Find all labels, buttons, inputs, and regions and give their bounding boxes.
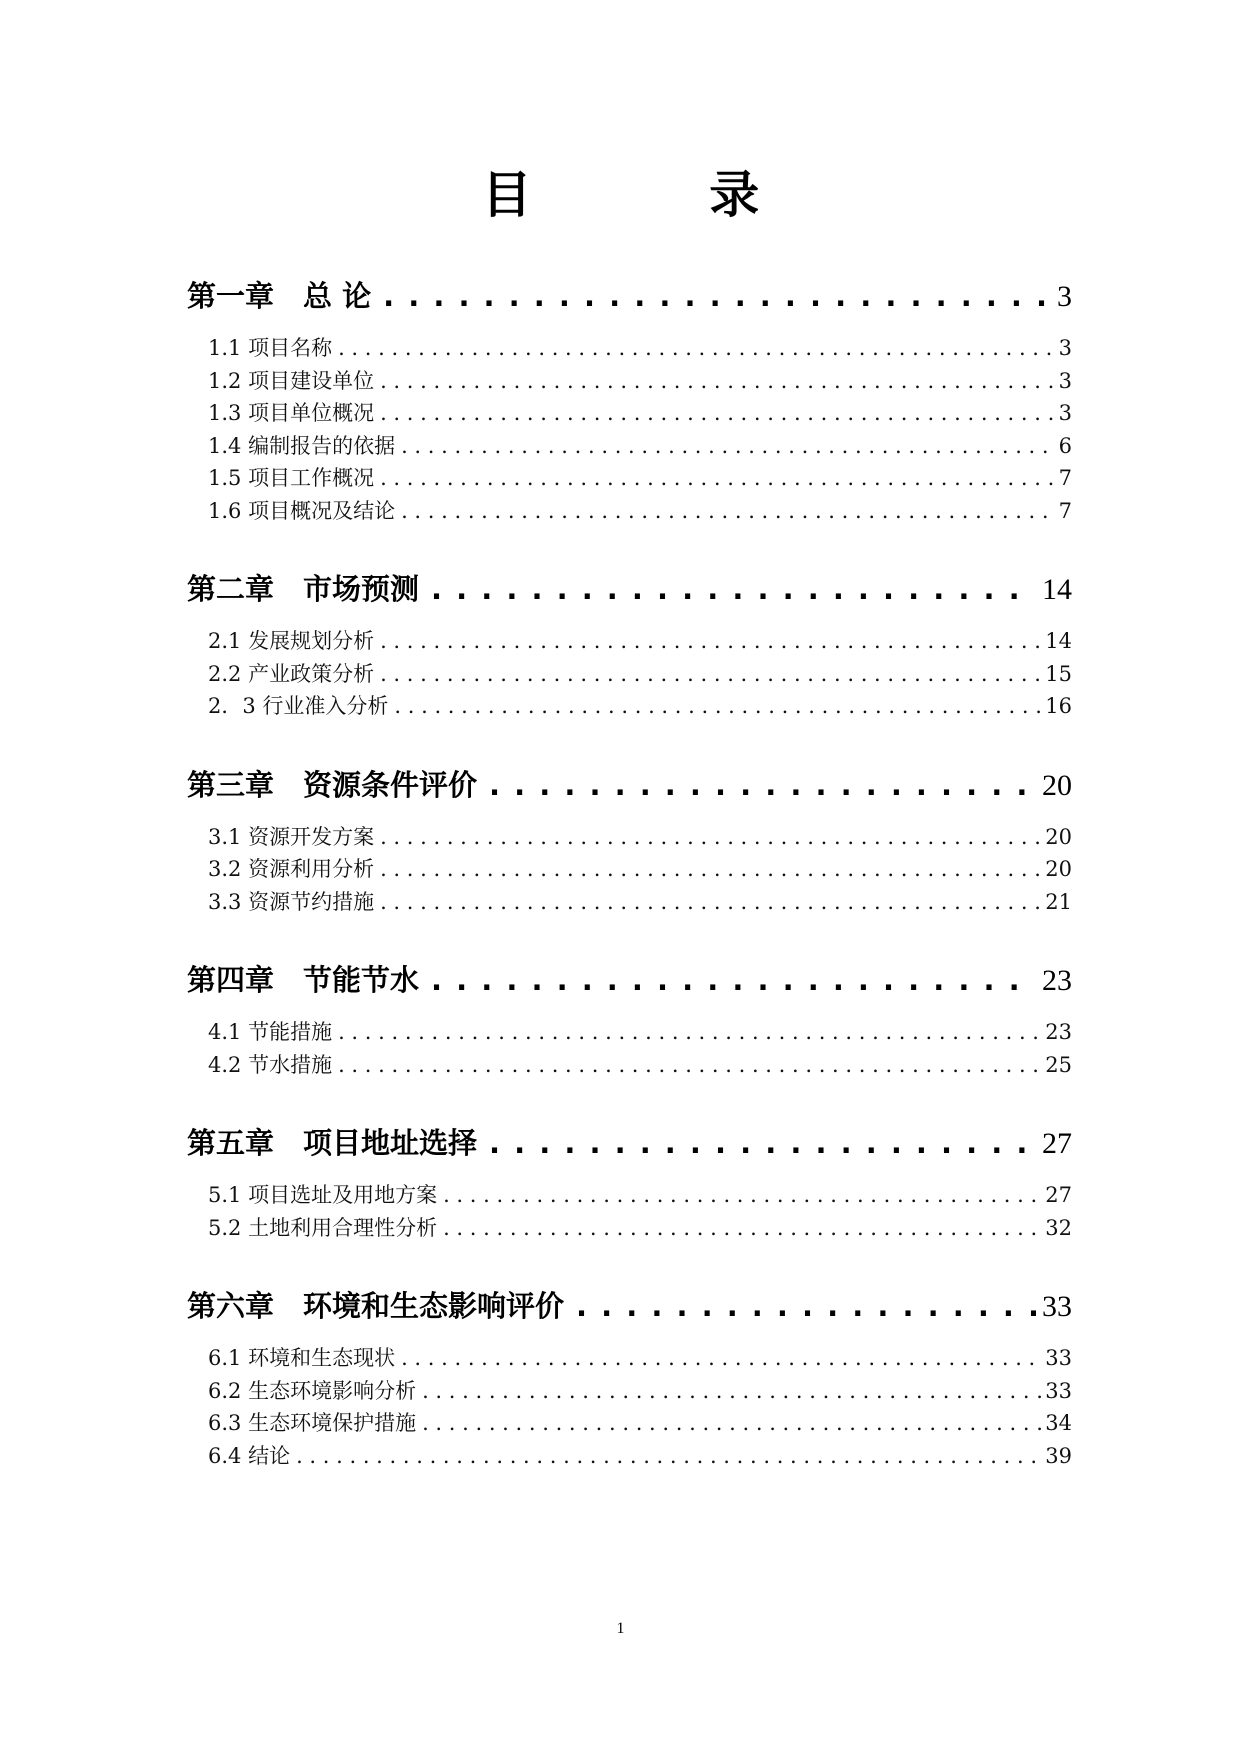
- section-title: 3.2 资源利用分析: [208, 857, 375, 881]
- section-entry[interactable]: [208, 462, 1072, 495]
- dot-leader: [401, 1342, 1041, 1375]
- chapter-5: [187, 1115, 1072, 1244]
- section-entry[interactable]: [208, 853, 1072, 886]
- section-entry[interactable]: [208, 495, 1072, 528]
- section-list: [187, 625, 1072, 723]
- chapter-title: 第五章 项目地址选择: [187, 1126, 478, 1160]
- chapter-title: 第二章 市场预测: [187, 572, 420, 606]
- section-page-number: 39: [1045, 1443, 1072, 1468]
- dot-leader: [380, 886, 1041, 919]
- section-page-number: 3: [1058, 336, 1072, 360]
- section-title: 4.2 节水措施: [208, 1052, 333, 1077]
- section-page-number: 15: [1045, 661, 1072, 686]
- section-page-number: 25: [1045, 1052, 1072, 1077]
- chapter-title: 第六章 环境和生态影响评价: [187, 1289, 565, 1323]
- dot-leader: [380, 658, 1041, 691]
- section-entry[interactable]: [208, 821, 1072, 854]
- section-page-number: 20: [1045, 824, 1072, 849]
- section-page-number: 27: [1045, 1183, 1072, 1207]
- section-title: 1.2 项目建设单位: [208, 368, 375, 393]
- footer-page-number: 1: [616, 1620, 625, 1637]
- section-title: 3.1 资源开发方案: [208, 824, 375, 849]
- chapter-3: [187, 757, 1072, 919]
- chapter-title: 第一章 总 论: [187, 279, 372, 313]
- section-entry[interactable]: [208, 625, 1072, 658]
- chapter-page-number: 14: [1042, 573, 1072, 606]
- section-page-number: 16: [1045, 694, 1072, 718]
- chapter-page-number: 23: [1042, 964, 1072, 997]
- dot-leader: [394, 690, 1041, 723]
- chapter-title: 第三章 资源条件评价: [187, 767, 478, 802]
- section-title: 5.1 项目选址及用地方案: [208, 1183, 438, 1207]
- section-entry[interactable]: [208, 658, 1072, 691]
- dot-leader: [431, 561, 1036, 617]
- section-entry[interactable]: [208, 1016, 1072, 1049]
- table-of-contents: [187, 268, 1072, 1472]
- dot-leader: [401, 495, 1055, 528]
- dot-leader: [431, 952, 1036, 1008]
- section-page-number: 7: [1058, 466, 1072, 490]
- chapter-title: 第四章 节能节水: [187, 963, 420, 997]
- section-page-number: 23: [1045, 1020, 1072, 1044]
- dot-leader: [338, 1016, 1041, 1049]
- page-title: 目 录: [481, 165, 840, 224]
- dot-leader: [401, 430, 1055, 463]
- chapter-page-number: 27: [1042, 1127, 1072, 1160]
- dot-leader: [380, 397, 1055, 430]
- section-page-number: 3: [1058, 401, 1072, 425]
- section-title: 1.5 项目工作概况: [208, 466, 375, 490]
- section-title: 1.1 项目名称: [208, 336, 333, 360]
- section-title: 1.6 项目概况及结论: [208, 498, 396, 523]
- section-entry[interactable]: [208, 1049, 1072, 1082]
- section-title: 4.1 节能措施: [208, 1020, 333, 1044]
- section-entry[interactable]: [208, 397, 1072, 430]
- section-entry[interactable]: [208, 1179, 1072, 1212]
- section-title: 3.3 资源节约措施: [208, 889, 375, 914]
- section-entry[interactable]: [208, 430, 1072, 463]
- section-page-number: 20: [1045, 857, 1072, 881]
- chapter-1: [187, 268, 1072, 527]
- section-page-number: 34: [1045, 1411, 1072, 1435]
- dot-leader: [443, 1212, 1041, 1245]
- dot-leader: [383, 268, 1051, 324]
- section-page-number: 3: [1058, 368, 1072, 393]
- section-entry[interactable]: [208, 1212, 1072, 1245]
- section-entry[interactable]: [208, 1407, 1072, 1440]
- section-entry[interactable]: [208, 1440, 1072, 1473]
- chapter-entry[interactable]: [187, 952, 1072, 1008]
- dot-leader: [380, 853, 1041, 886]
- section-entry[interactable]: [208, 886, 1072, 919]
- section-entry[interactable]: [208, 365, 1072, 398]
- dot-leader: [380, 821, 1041, 854]
- section-page-number: 33: [1045, 1346, 1072, 1370]
- dot-leader: [296, 1440, 1041, 1473]
- dot-leader: [380, 365, 1055, 398]
- dot-leader: [338, 332, 1055, 365]
- chapter-6: [187, 1278, 1072, 1472]
- section-list: [187, 1016, 1072, 1081]
- section-page-number: 32: [1045, 1215, 1072, 1240]
- section-title: 6.1 环境和生态现状: [208, 1346, 396, 1370]
- section-entry[interactable]: [208, 690, 1072, 723]
- dot-leader: [443, 1179, 1041, 1212]
- section-title: 1.4 编制报告的依据: [208, 433, 396, 458]
- section-list: [187, 332, 1072, 527]
- section-title: 6.4 结论: [208, 1443, 291, 1468]
- dot-leader: [422, 1407, 1041, 1440]
- dot-leader: [380, 462, 1055, 495]
- dot-leader: [489, 757, 1036, 813]
- dot-leader: [489, 1115, 1036, 1171]
- dot-leader: [380, 625, 1041, 658]
- section-title: 2.2 产业政策分析: [208, 661, 375, 686]
- section-title: 1.3 项目单位概况: [208, 401, 375, 425]
- section-entry[interactable]: [208, 1342, 1072, 1375]
- chapter-page-number: 20: [1042, 768, 1072, 802]
- section-title: 6.2 生态环境影响分析: [208, 1378, 417, 1403]
- chapter-2: [187, 561, 1072, 723]
- section-page-number: 21: [1045, 889, 1072, 914]
- section-entry[interactable]: [208, 332, 1072, 365]
- chapter-entry[interactable]: [187, 757, 1072, 813]
- dot-leader: [338, 1049, 1041, 1082]
- section-page-number: 14: [1045, 629, 1072, 653]
- chapter-4: [187, 952, 1072, 1081]
- chapter-page-number: 33: [1042, 1290, 1072, 1323]
- dot-leader: [422, 1375, 1041, 1408]
- section-entry[interactable]: [208, 1375, 1072, 1408]
- section-page-number: 33: [1045, 1378, 1072, 1403]
- section-list: [187, 821, 1072, 919]
- chapter-entry[interactable]: [187, 268, 1072, 324]
- section-title: 5.2 土地利用合理性分析: [208, 1215, 438, 1240]
- dot-leader: [576, 1278, 1036, 1334]
- section-page-number: 7: [1058, 498, 1072, 523]
- chapter-entry[interactable]: [187, 1278, 1072, 1334]
- section-title: 2．3 行业准入分析: [208, 694, 389, 718]
- chapter-entry[interactable]: [187, 561, 1072, 617]
- section-page-number: 6: [1058, 433, 1072, 458]
- chapter-entry[interactable]: [187, 1115, 1072, 1171]
- section-title: 6.3 生态环境保护措施: [208, 1411, 417, 1435]
- section-list: [187, 1342, 1072, 1472]
- chapter-page-number: 3: [1057, 280, 1072, 313]
- section-title: 2.1 发展规划分析: [208, 629, 375, 653]
- section-list: [187, 1179, 1072, 1244]
